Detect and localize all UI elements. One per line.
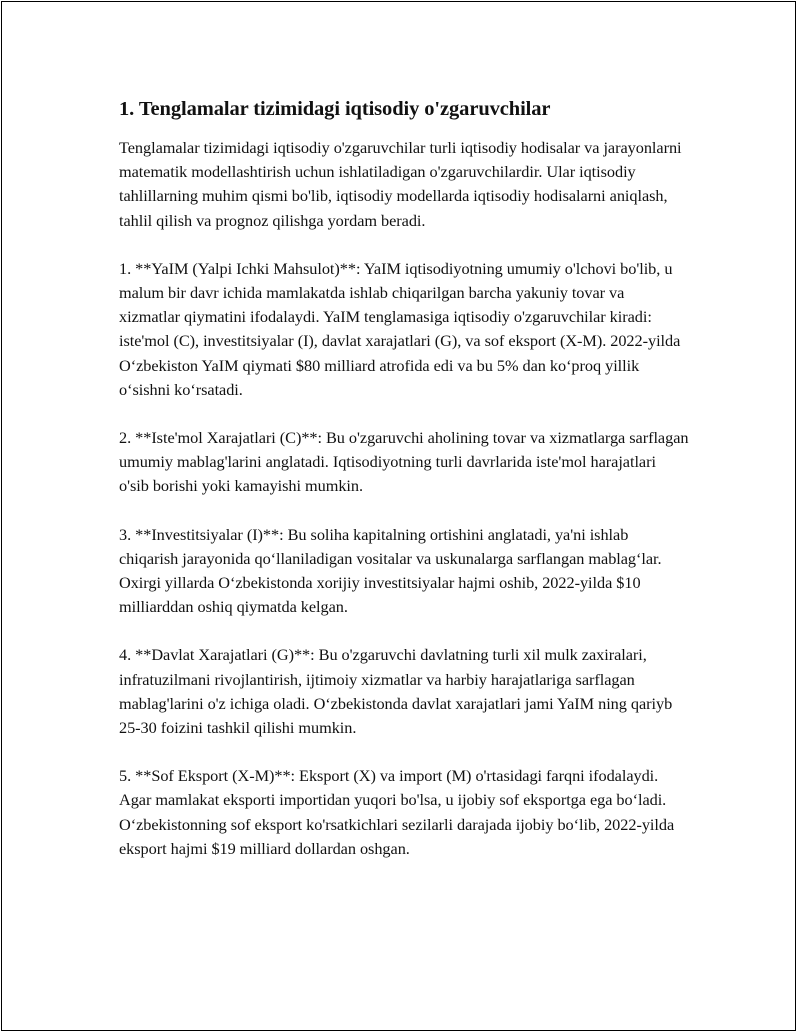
paragraph-investment: 3. **Investitsiyalar (I)**: Bu soliha kapitalning ortishini anglatadi, ya'ni ishlab chiqarish jarayonida qo‘llaniladigan vositalar va uskunalarga sarflangan mablag‘lar. Oxirgi yillarda O‘zbekistonda xorijiy investitsiyalar hajmi oshib, 2022-yilda $10 milliarddan oshiq qiymatda kelgan. — [119, 524, 662, 617]
paragraph-net-export: 5. **Sof Eksport (X-M)**: Eksport (X) va import (M) o'rtasidagi farqni ifodalaydi. Agar mamlakat eksporti importidan yuqori bo'lsa, u ijobiy sof eksportga ega bo‘ladi. O‘zbekistonning sof eksport ko'rsatkichlari sezilarli darajada ijobiy bo‘lib, 2022-yilda eksport hajmi $19 milliard dollardan oshgan. — [119, 766, 675, 858]
paragraph-consumption: 2. **Iste'mol Xarajatlari (C)**: Bu o'zgaruvchi aholining tovar va xizmatlarga sarflagan umumiy mablag'larini anglatadi. Iqtisodiyotning turli davrlarida iste'mol harajatlari o'sib borishi yoki kamayishi mumkin. — [119, 428, 689, 496]
paragraph-gdp: 1. **YaIM (Yalpi Ichki Mahsulot)**: YaIM iqtisodiyotning umumiy o'lchovi bo'lib, u malum bir davr ichida mamlakatda ishlab chiqarilgan barcha yakuniy tovar va xizmatlar qiymatini ifodalaydi. YaIM tenglamasiga iqtisodiy o'zgaruvchilar kiradi: iste'mol (C), investitsiyalar (I), davlat xarajatlari (G), va sof eksport (X-M). 2022-yilda O‘zbekiston YaIM qiymati $80 milliard atrofida edi va bu 5% dan ko‘proq yillik o‘sishni ko‘rsatadi. — [119, 258, 681, 399]
paragraph-government-spending: 4. **Davlat Xarajatlari (G)**: Bu o'zgaruvchi davlatning turli xil mulk zaxiralari, infratuzilmani rivojlantirish, ijtimoiy xizmatlar va harbiy harajatlariga sarflagan mablag'larini o'z ichiga oladi. O‘zbekistonda davlat xarajatlari jami YaIM ning qariyb 25-30 foizini tashkil qilishi mumkin. — [119, 645, 673, 738]
document-title: 1. Tenglamalar tizimidagi iqtisodiy o'zgaruvchilar — [119, 98, 551, 120]
page-frame — [1, 1, 796, 1031]
intro-paragraph: Tenglamalar tizimidagi iqtisodiy o'zgaruvchilar turli iqtisodiy hodisalar va jarayonlarni matematik modellashtirish uchun ishlatiladigan o'zgaruvchilardir. Ular iqtisodiy tahlillarning muhim qismi bo'lib, iqtisodiy modellarda iqtisodiy hodisalarni aniqlash, tahlil qilish va prognoz qilishga yordam beradi. — [119, 138, 682, 230]
document-body — [119, 96, 689, 885]
